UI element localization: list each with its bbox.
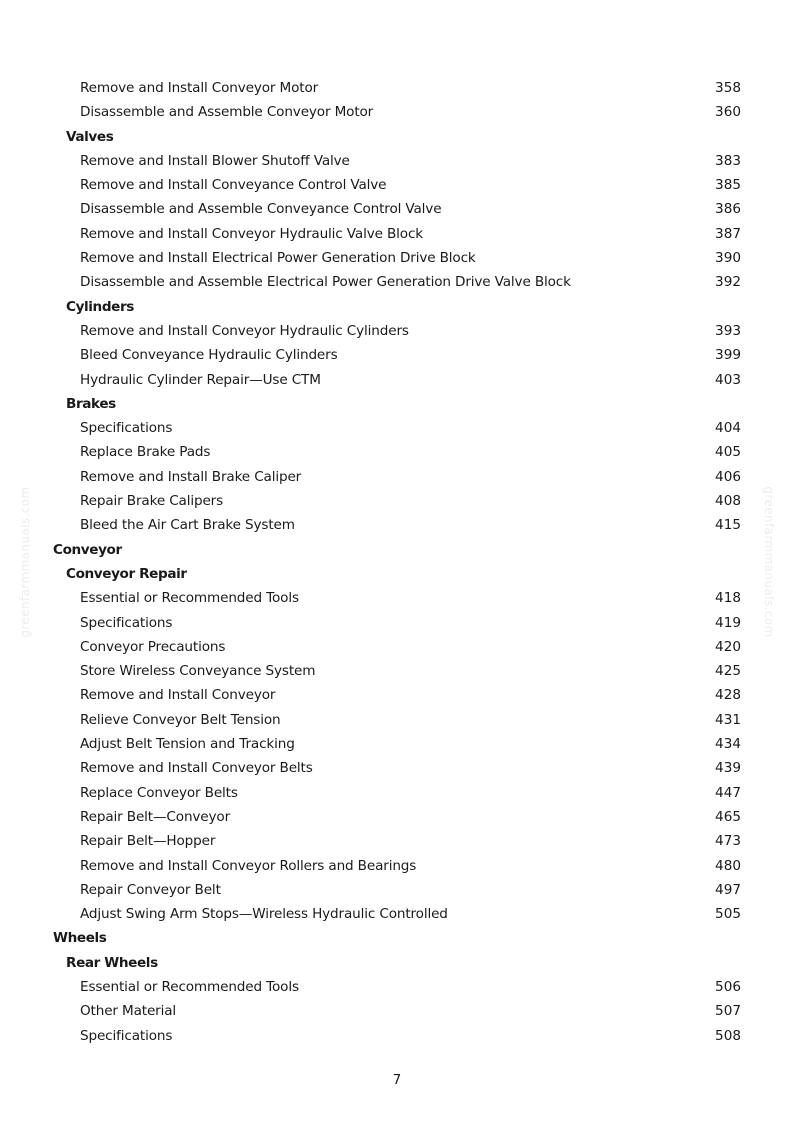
toc-entry[interactable] (0, 902, 794, 926)
toc-entry-page: 358 (715, 80, 741, 96)
toc-entry[interactable] (0, 368, 794, 392)
toc-subsection-heading[interactable] (0, 125, 794, 149)
toc-entry-page: 447 (715, 784, 741, 801)
toc-entry-title: Repair Belt—Conveyor (80, 808, 231, 825)
toc-entry[interactable] (0, 270, 794, 294)
toc-entry-title: Remove and Install Conveyor Motor (80, 80, 319, 96)
toc-entry-title: Cylinders (66, 298, 134, 315)
toc-entry[interactable] (0, 975, 794, 999)
toc-entry-title: Repair Belt—Hopper (80, 833, 216, 850)
toc-entry[interactable] (0, 659, 794, 683)
toc-entry-page: 385 (715, 177, 741, 194)
toc-entry-page: 420 (715, 638, 741, 655)
toc-entry[interactable] (0, 416, 794, 440)
toc-entry[interactable] (0, 513, 794, 537)
toc-entry-page: 403 (715, 371, 741, 388)
toc-entry-page: 390 (715, 250, 741, 267)
toc-entry[interactable] (0, 781, 794, 805)
toc-subsection-heading[interactable] (0, 392, 794, 416)
toc-entry-page: 393 (715, 322, 741, 339)
toc-entry[interactable] (0, 149, 794, 173)
toc-entry-page: 425 (715, 663, 741, 680)
toc-entry-title: Replace Conveyor Belts (80, 784, 238, 801)
toc-entry-page: 473 (715, 833, 741, 850)
toc-entry-title: Bleed Conveyance Hydraulic Cylinders (80, 347, 338, 364)
toc-entry-title: Remove and Install Blower Shutoff Valve (80, 152, 350, 169)
toc-entry-title: Remove and Install Conveyor Hydraulic Valve Block (80, 225, 424, 242)
watermark-right: greenfarmmanuals.com (762, 486, 776, 638)
toc-entry[interactable] (0, 197, 794, 221)
toc-entry-page: 405 (715, 444, 741, 461)
toc-entry-title: Specifications (80, 614, 173, 631)
toc-entry-title: Valves (66, 128, 114, 145)
toc-entry[interactable] (0, 829, 794, 853)
toc-entry[interactable] (0, 222, 794, 246)
toc-entry-page: 383 (715, 152, 741, 169)
toc-entry-page: 418 (715, 590, 741, 607)
toc-entry[interactable] (0, 999, 794, 1023)
toc-entry[interactable] (0, 805, 794, 829)
toc-entry-page: 392 (715, 274, 741, 291)
toc-entry-title: Repair Brake Calipers (80, 493, 224, 510)
toc-entry[interactable] (0, 756, 794, 780)
toc-entry-title: Rear Wheels (66, 954, 158, 971)
toc-entry-title: Adjust Swing Arm Stops—Wireless Hydraulic Controlled (80, 906, 448, 923)
toc-entry[interactable] (0, 319, 794, 343)
toc-entry-title: Remove and Install Electrical Power Generation Drive Block (80, 250, 476, 267)
toc-entry-title: Remove and Install Brake Caliper (80, 468, 302, 485)
toc-entry-title: Remove and Install Conveyor Hydraulic Cylinders (80, 322, 409, 339)
toc-entry-page: 497 (715, 881, 741, 898)
toc-entry-title: Brakes (66, 395, 116, 412)
toc-entry-page: 505 (715, 906, 741, 923)
toc-entry-page: 406 (715, 468, 741, 485)
toc-entry-page: 465 (715, 808, 741, 825)
toc-entry[interactable] (0, 732, 794, 756)
toc-entry-page: 506 (715, 978, 741, 995)
toc-entry-title: Disassemble and Assemble Conveyance Control Valve (80, 201, 442, 218)
toc-entry-title: Hydraulic Cylinder Repair—Use CTM (80, 371, 321, 388)
toc-entry-title: Repair Conveyor Belt (80, 881, 221, 898)
toc-entry-page: 360 (715, 104, 741, 121)
toc-entry[interactable] (0, 173, 794, 197)
toc-entry-page: 439 (715, 760, 741, 777)
toc-entry[interactable] (0, 489, 794, 513)
toc-entry-title: Conveyor (53, 541, 122, 558)
toc-subsection-heading[interactable] (0, 295, 794, 319)
toc-entry-title: Remove and Install Conveyor Belts (80, 760, 313, 777)
toc-entry-title: Bleed the Air Cart Brake System (80, 517, 295, 534)
toc-entry[interactable] (0, 465, 794, 489)
toc-entry[interactable] (0, 854, 794, 878)
toc-entry[interactable] (0, 343, 794, 367)
toc-entry-title: Specifications (80, 1027, 173, 1044)
toc-entry-title: Conveyor Repair (66, 565, 187, 582)
toc-entry-page: 434 (715, 736, 741, 753)
toc-entry[interactable] (0, 635, 794, 659)
toc-entry-title: Remove and Install Conveyance Control Valve (80, 177, 387, 194)
toc-entry-title: Specifications (80, 420, 173, 437)
toc-entry[interactable] (0, 76, 794, 100)
toc-section-heading[interactable] (0, 538, 794, 562)
toc-subsection-heading[interactable] (0, 951, 794, 975)
toc-entry-page: 404 (715, 420, 741, 437)
toc-entry[interactable] (0, 100, 794, 124)
toc-entry-title: Adjust Belt Tension and Tracking (80, 736, 295, 753)
toc-entry-page: 415 (715, 517, 741, 534)
toc-entry-title: Remove and Install Conveyor Rollers and Bearings (80, 857, 417, 874)
toc-entry-page: 480 (715, 857, 741, 874)
toc-entry[interactable] (0, 440, 794, 464)
toc-entry-title: Relieve Conveyor Belt Tension (80, 711, 281, 728)
toc-entry-page: 419 (715, 614, 741, 631)
toc-entry-page: 431 (715, 711, 741, 728)
toc-entry-title: Disassemble and Assemble Electrical Power Generation Drive Valve Block (80, 274, 571, 291)
toc-entry-page: 508 (715, 1027, 741, 1044)
toc-entry-title: Essential or Recommended Tools (80, 590, 299, 607)
toc-entry[interactable] (0, 708, 794, 732)
toc-entry-title: Conveyor Precautions (80, 638, 226, 655)
toc-entry-title: Remove and Install Conveyor (80, 687, 276, 704)
toc-entry-title: Wheels (53, 930, 107, 947)
toc-entry-page: 408 (715, 493, 741, 510)
toc-subsection-heading[interactable] (0, 562, 794, 586)
toc-entry[interactable] (0, 586, 794, 610)
toc-entry-page: 507 (715, 1003, 741, 1020)
toc-entry-title: Replace Brake Pads (80, 444, 211, 461)
toc-entry[interactable] (0, 1024, 794, 1048)
toc-entry-page: 386 (715, 201, 741, 218)
toc-entry-title: Disassemble and Assemble Conveyor Motor (80, 104, 374, 121)
toc-entry-title: Store Wireless Conveyance System (80, 663, 316, 680)
toc-entry[interactable] (0, 611, 794, 635)
toc-entry[interactable] (0, 878, 794, 902)
table-of-contents (0, 76, 794, 1048)
page-number: 7 (392, 1072, 402, 1088)
toc-entry-page: 387 (715, 225, 741, 242)
toc-entry-page: 428 (715, 687, 741, 704)
toc-entry-title: Other Material (80, 1003, 177, 1020)
toc-entry-page: 399 (715, 347, 741, 364)
toc-entry[interactable] (0, 246, 794, 270)
watermark-left: greenfarmmanuals.com (18, 486, 32, 638)
toc-entry[interactable] (0, 683, 794, 707)
toc-section-heading[interactable] (0, 926, 794, 950)
toc-entry-title: Essential or Recommended Tools (80, 978, 299, 995)
